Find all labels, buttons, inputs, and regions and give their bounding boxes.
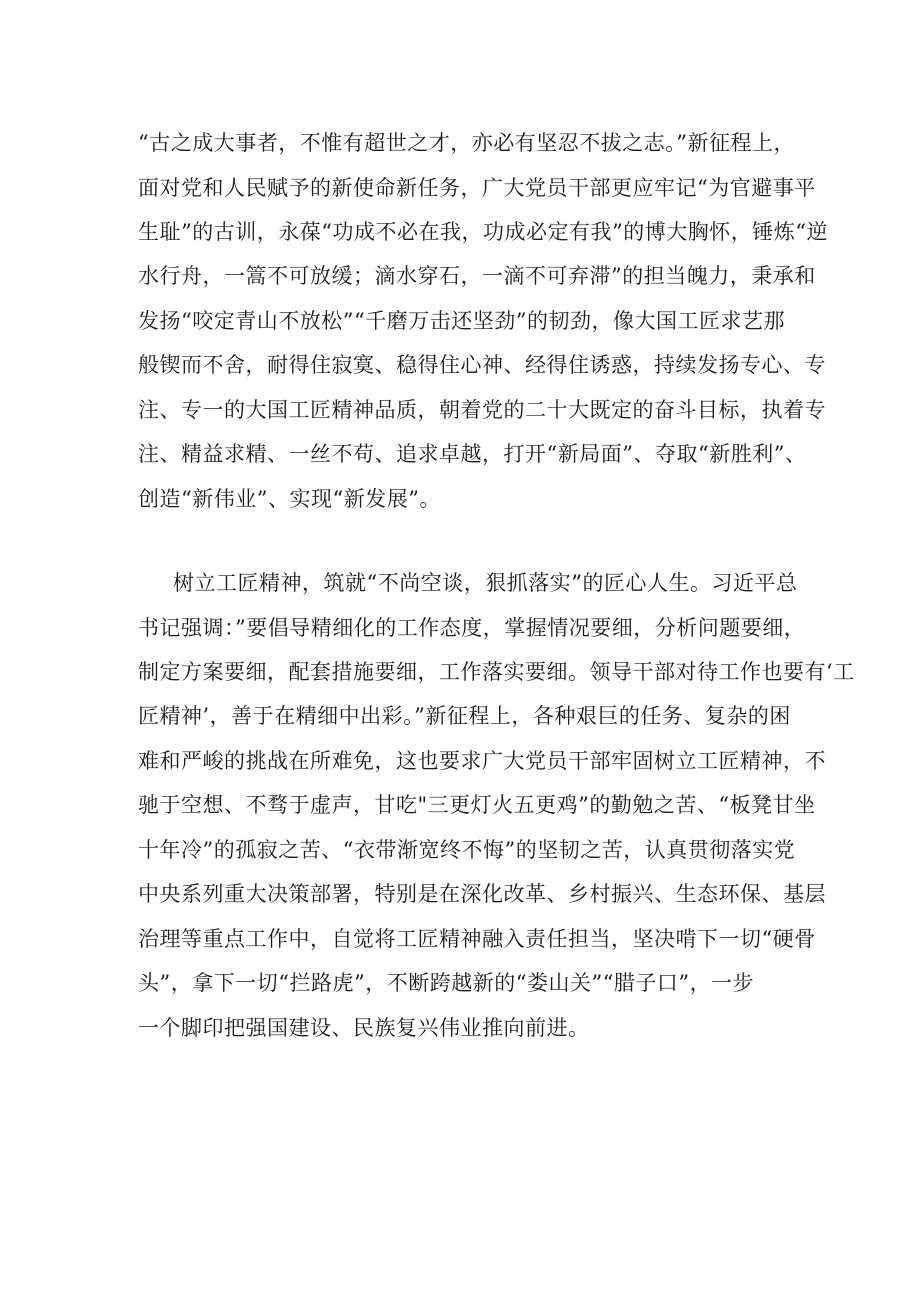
paragraph-1-line-5: 发扬“咬定青山不放松”“千磨万击还坚劲”的韧劲，像大国工匠求艺那: [138, 309, 785, 333]
paragraph-1-line-3: 生耻”的古训，永葆“功成不必在我，功成必定有我”的博大胸怀，锤炼“逆: [138, 220, 828, 244]
paragraph-1-line-9: 创造“新伟业”、实现“新发展”。: [138, 487, 441, 511]
paragraph-1-line-7: 注、专一的大国工匠精神品质，朝着党的二十大既定的奋斗目标，执着专: [138, 398, 826, 422]
paragraph-1-line-8: 注、精益求精、一丝不苟、追求卓越，打开“新局面”、夺取“新胜利”、: [138, 442, 807, 466]
paragraph-1-line-2: 面对党和人民赋予的新使命新任务，广大党员干部更应牢记“为官避事平: [138, 176, 816, 200]
paragraph-2-line-8: 中央系列重大决策部署，特别是在深化改革、乡村振兴、生态环保、基层: [138, 882, 826, 906]
paragraph-1-line-4: 水行舟，一篙不可放缓；滴水穿石，一滴不可弃滞”的担当魄力，秉承和: [138, 264, 816, 288]
paragraph-2-line-11: 一个脚印把强国建设、民族复兴伟业推向前进。: [138, 1016, 590, 1040]
paragraph-2-line-2: 书记强调：”要倡导精细化的工作态度，掌握情况要细，分析问题要细，: [138, 616, 806, 640]
paragraph-2-line-7: 十年冷”的孤寂之苦、“衣带渐宽终不悔”的坚韧之苦，认真贯彻落实党: [138, 838, 796, 862]
paragraph-2-line-4: 匠精神’，善于在精细中出彩。”新征程上，各种艰巨的任务、复杂的困: [138, 704, 791, 728]
paragraph-2-line-10: 头”，拿下一切“拦路虎”，不断跨越新的“娄山关”“腊子口”，一步: [138, 971, 755, 995]
paragraph-2-line-3: 制定方案要细，配套措施要细，工作落实要细。领导干部对待工作也要有‘工: [138, 660, 855, 684]
paragraph-1-line-6: 般锲而不舍，耐得住寂寞、稳得住心神、经得住诱惑，持续发扬专心、专: [138, 353, 826, 377]
paragraph-2-line-9: 治理等重点工作中，自觉将工匠精神融入责任担当，坚决啃下一切“硬骨: [138, 927, 816, 951]
paragraph-2-line-5: 难和严峻的挑战在所难免，这也要求广大党员干部牢固树立工匠精神，不: [138, 749, 826, 773]
paragraph-2-line-1: 树立工匠精神，筑就“不尚空谈，狠抓落实”的匠心人生。习近平总: [173, 571, 798, 595]
paragraph-2-line-6: 驰于空想、不骛于虚声，甘吃"三更灯火五更鸡”的勤勉之苦、“板凳甘坐: [138, 793, 816, 817]
paragraph-1-line-1: “古之成大事者，不惟有超世之才，亦必有坚忍不拔之志。”新征程上，: [138, 131, 795, 155]
